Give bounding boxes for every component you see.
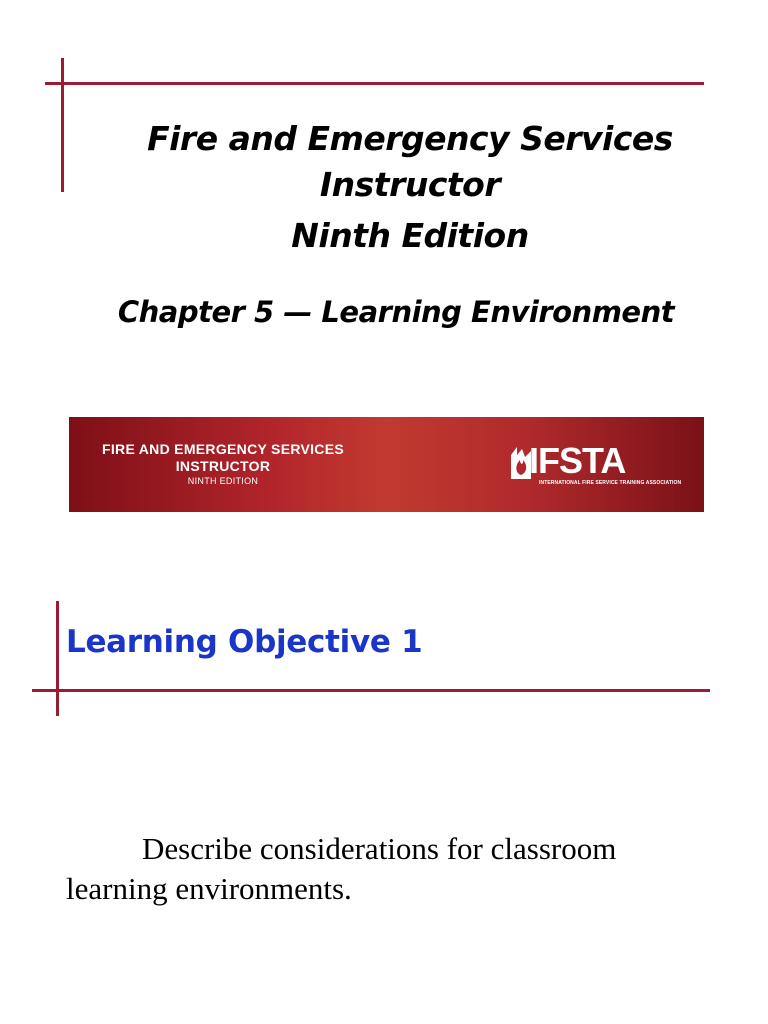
lower-horizontal-rule xyxy=(32,689,710,692)
banner-edition: NINTH EDITION xyxy=(187,476,259,486)
slide-title xyxy=(90,116,730,208)
title-line-2: Instructor xyxy=(319,165,501,204)
top-horizontal-rule xyxy=(45,82,704,85)
title-line-1: Fire and Emergency Services xyxy=(147,119,673,158)
lower-vertical-rule xyxy=(56,601,59,716)
banner-title-line-1: FIRE AND EMERGENCY SERVICES xyxy=(102,441,344,457)
banner-title-line-2: INSTRUCTOR xyxy=(175,458,271,474)
top-vertical-rule xyxy=(61,58,64,192)
logo-subtitle: INTERNATIONAL FIRE SERVICE TRAINING ASSOCIATION xyxy=(539,480,682,486)
book-banner xyxy=(69,417,704,512)
ifsta-logo xyxy=(509,440,682,489)
chapter-title: Chapter 5 — Learning Environment xyxy=(117,295,675,329)
logo-wordmark: IFSTA xyxy=(529,440,626,481)
edition-label: Ninth Edition xyxy=(291,216,529,255)
objective-body: Describe considerations for classroom learning environments. xyxy=(66,831,617,906)
objective-heading: Learning Objective 1 xyxy=(66,624,423,660)
